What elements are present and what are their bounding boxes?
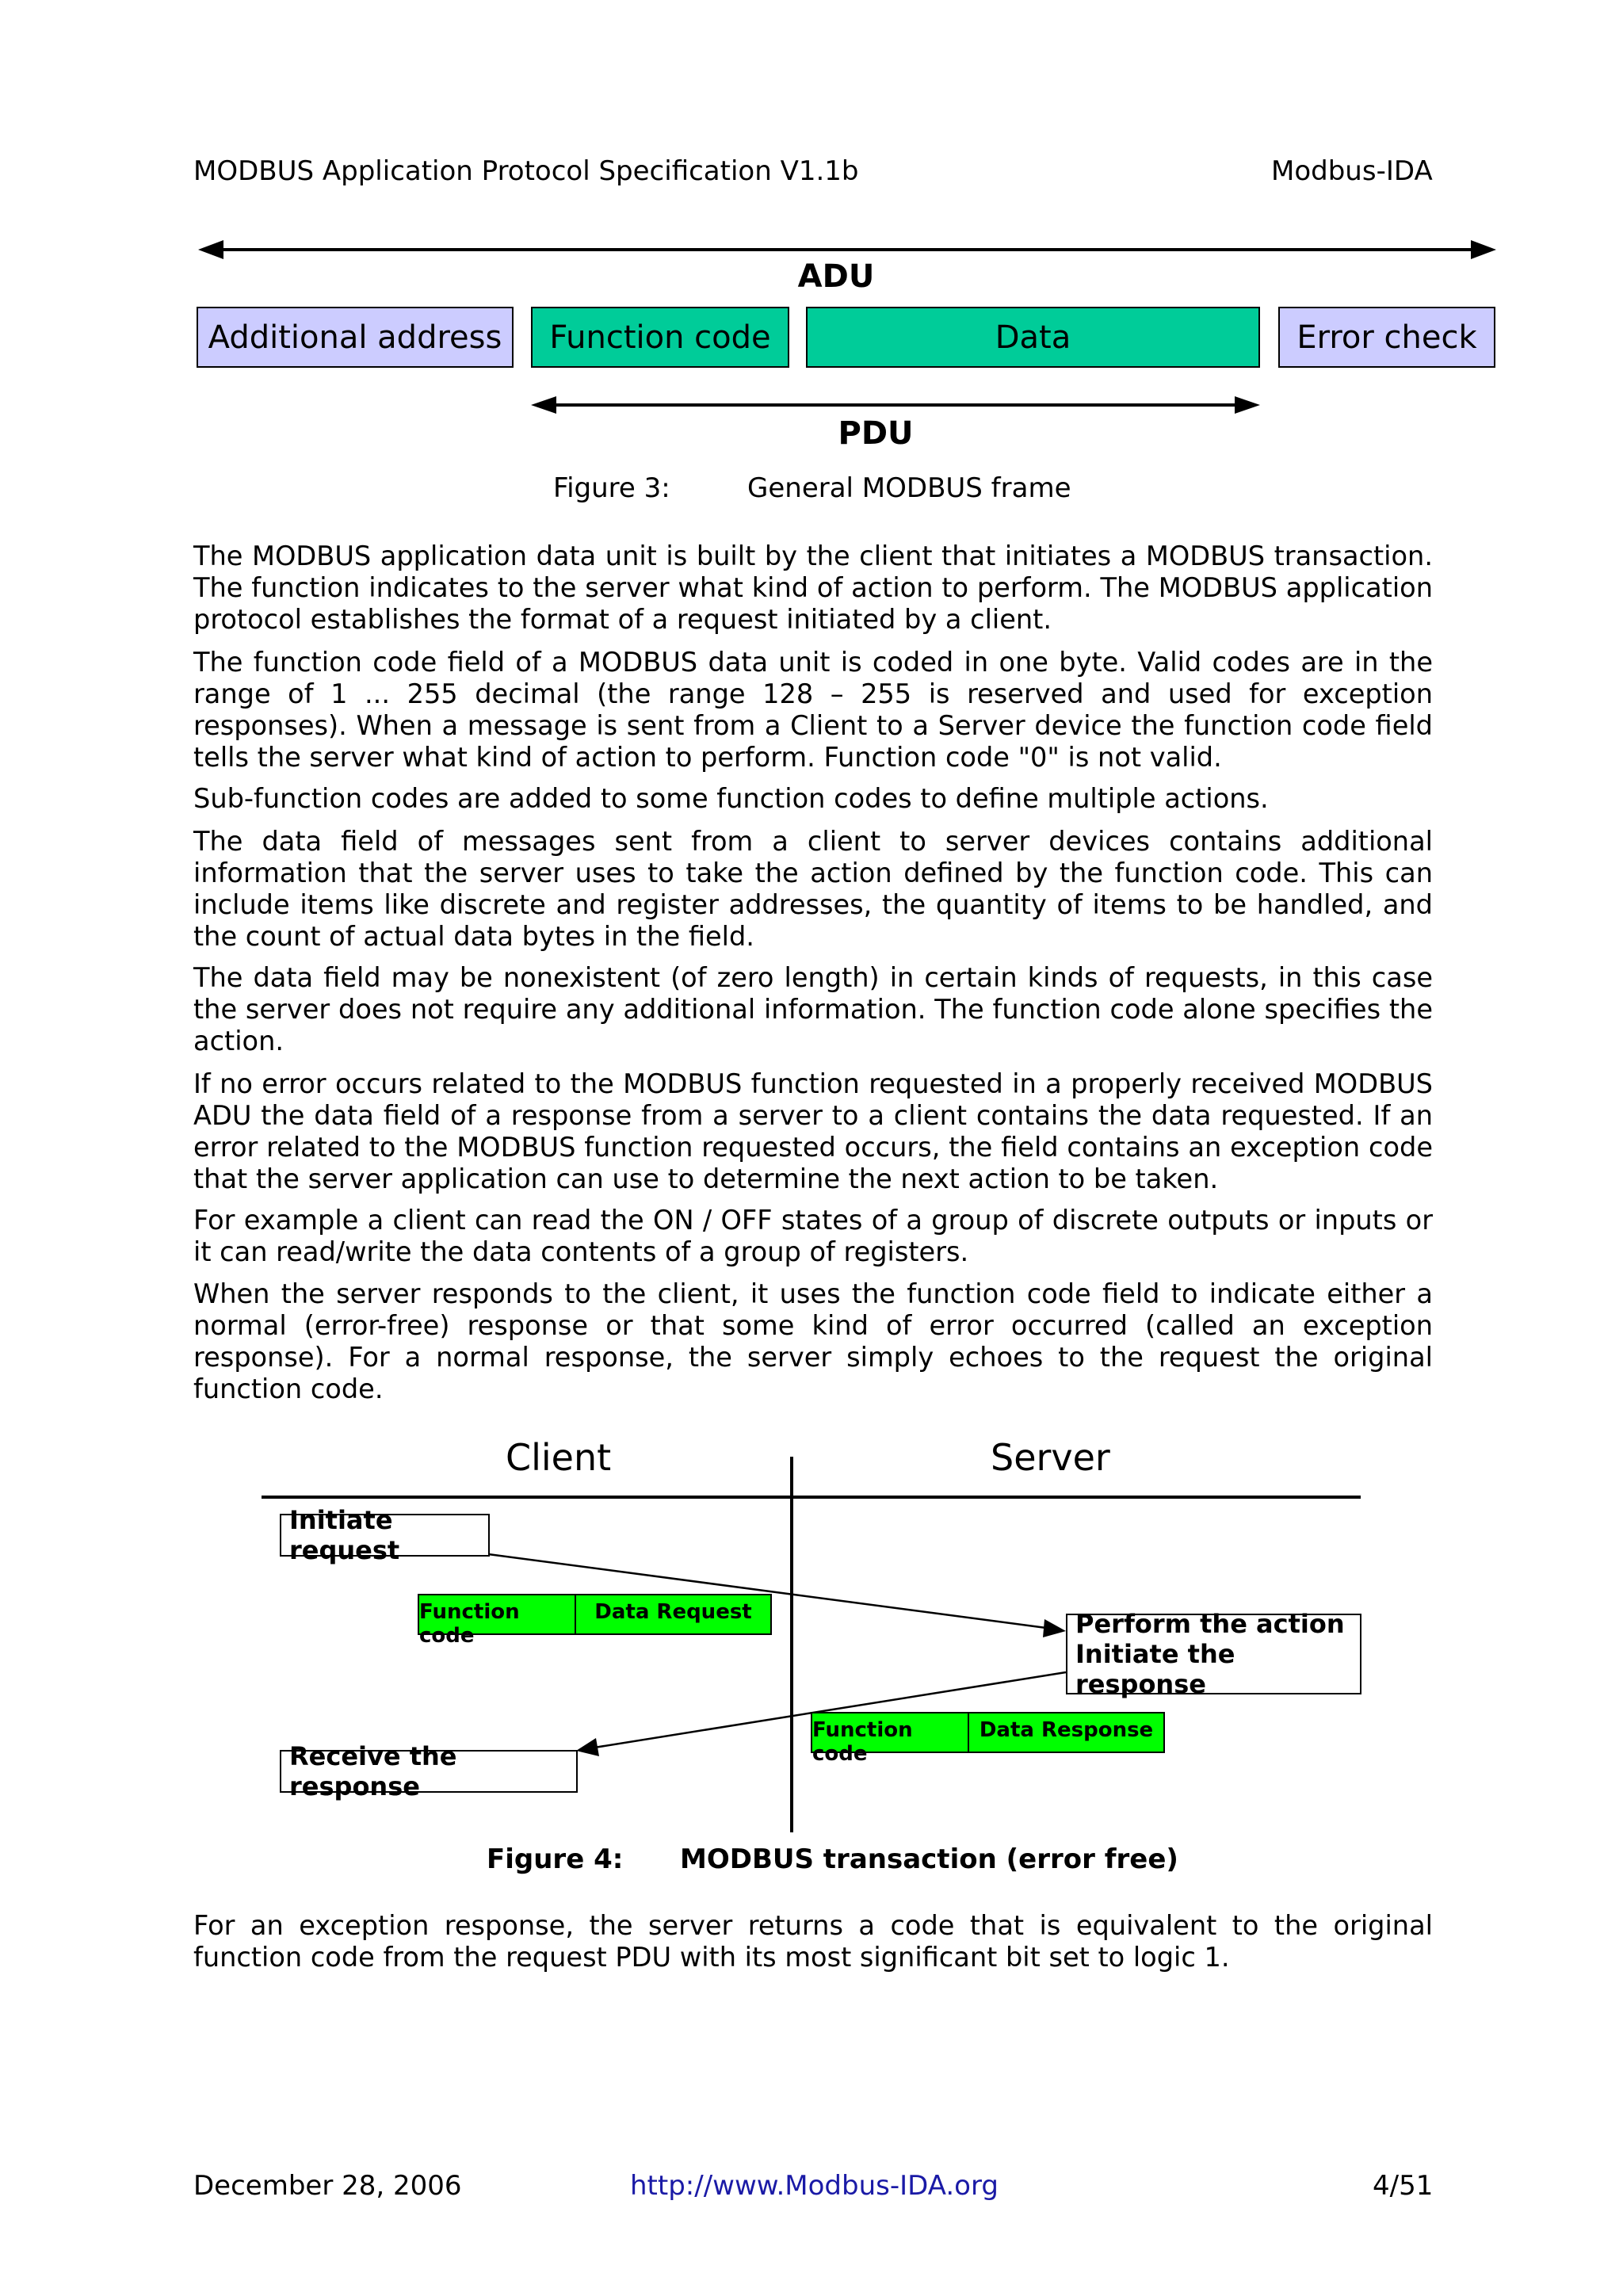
paragraph-4: The data field of messages sent from a client to server devices contains additional information that the server uses to take the action defined by the function code. This can include items like discrete and register addresses, the quantity of items to be handled, and the count of actual data bytes in the field. (193, 826, 1433, 952)
header-org: Modbus-IDA (1271, 155, 1433, 187)
request-arrow-head (1043, 1619, 1066, 1637)
client-label: Client (506, 1436, 612, 1479)
footer-page-number: 4/51 (1373, 2170, 1434, 2202)
paragraph-7: For example a client can read the ON / OFF states of a group of discrete outputs or inputs or it can read/write the data contents of a group of registers. (193, 1205, 1433, 1267)
closing-paragraph: For an exception response, the server returns a code that is equivalent to the original function code from the request PDU with its most significant bit set to logic 1. (193, 1910, 1433, 1973)
footer-url-link[interactable]: http://www.Modbus-IDA.org (630, 2170, 999, 2202)
receive-response-label: Receive the response (289, 1741, 457, 1801)
request-function-code-box (418, 1594, 576, 1648)
adu-label: ADU (797, 258, 875, 295)
pdu-label: PDU (838, 415, 914, 452)
paragraph-3: Sub-function codes are added to some function codes to define multiple actions. (193, 783, 1269, 814)
data-request-box (575, 1594, 772, 1635)
response-arrow-head (576, 1738, 599, 1756)
paragraph-8: When the server responds to the client, it uses the function code field to indicate either a normal (error-free) response or that some kind of error occurred (called an exception response). For a normal response, the server simply echoes to the request the original function code. (193, 1278, 1433, 1404)
paragraph-2: The function code field of a MODBUS data unit is coded in one byte. Valid codes are in the range of 1 ... 255 decimal (the range 128 – 255 is reserved and used for exception responses). When a message is sent from a Client to a Server device the function code field tells the server what kind of action to perform. Function code "0" is not valid. (193, 647, 1433, 773)
perform-action-label: Perform the action (1075, 1609, 1345, 1639)
figure4-caption-number: Figure 4: (487, 1843, 624, 1875)
header-title: MODBUS Application Protocol Specification V1.1b (193, 155, 859, 187)
field-data: Data (806, 307, 1260, 368)
paragraph-6: If no error occurs related to the MODBUS function requested in a properly received MODBUS ADU the data field of a response from a server to a client contains the data requested. If an error related to the MODBUS function requested occurs, the field contains an exception code that the server application can use to determine the next action to be taken. (193, 1068, 1433, 1194)
figure3-caption-number: Figure 3: (553, 472, 670, 504)
paragraph-1: The MODBUS application data unit is built by the client that initiates a MODBUS transaction. The function indicates to the server what kind of action to perform. The MODBUS application protocol establishes the format of a request initiated by a client. (193, 541, 1433, 635)
initiate-response-label: Initiate the response (1075, 1639, 1235, 1699)
paragraph-5: The data field may be nonexistent (of zero length) in certain kinds of requests, in this case the server does not require any additional information. The function code alone specifies the action. (193, 962, 1433, 1056)
response-function-code-box (811, 1712, 969, 1766)
data-response-box (968, 1712, 1165, 1753)
field-function-code: Function code (531, 307, 789, 368)
data-request-label: Data Request (594, 1600, 752, 1624)
field-additional-address: Additional address (197, 307, 514, 368)
request-function-code-label: Function code (419, 1600, 520, 1648)
field-error-check: Error check (1278, 307, 1495, 368)
receive-response-box (280, 1741, 578, 1801)
figure4-caption-text: MODBUS transaction (error free) (680, 1843, 1178, 1875)
response-function-code-label: Function code (812, 1718, 913, 1766)
figure3-caption-text: General MODBUS frame (747, 472, 1071, 504)
server-label: Server (991, 1436, 1110, 1479)
footer-date: December 28, 2006 (193, 2170, 462, 2202)
initiate-request-box (280, 1505, 490, 1565)
perform-action-box (1066, 1609, 1361, 1699)
initiate-request-label: Initiate request (289, 1505, 400, 1565)
data-response-label: Data Response (979, 1718, 1154, 1742)
